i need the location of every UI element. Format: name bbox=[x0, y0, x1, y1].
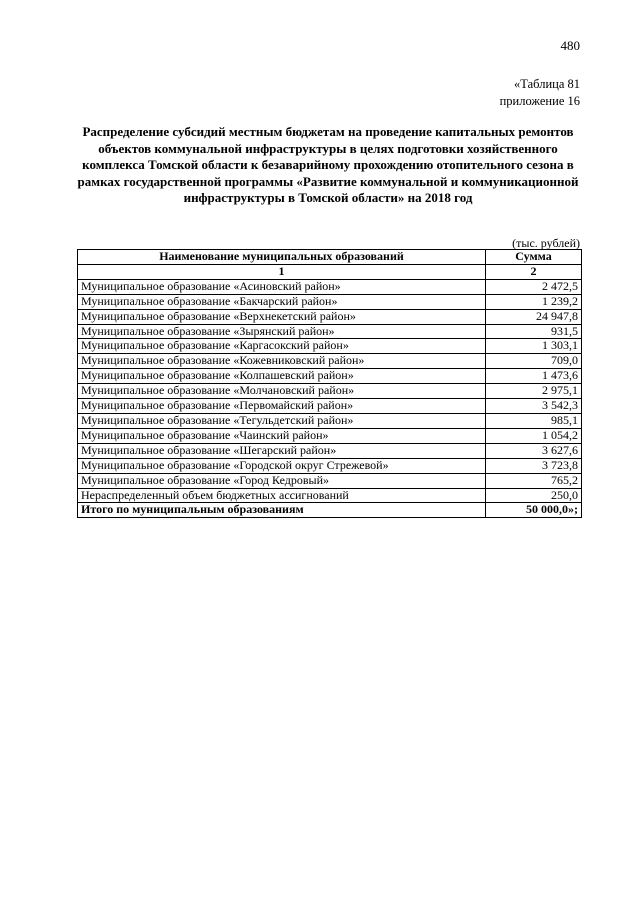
subsidy-amount: 1 054,2 bbox=[486, 428, 582, 443]
table-row bbox=[78, 443, 582, 458]
subsidy-amount: 765,2 bbox=[486, 473, 582, 488]
column-index-amount: 2 bbox=[486, 264, 582, 279]
table-row bbox=[78, 473, 582, 488]
municipality-name: Муниципальное образование «Городской округ Стрежевой» bbox=[78, 458, 486, 473]
municipality-name: Муниципальное образование «Тегульдетский район» bbox=[78, 413, 486, 428]
table-row bbox=[78, 279, 582, 294]
total-amount: 50 000,0»; bbox=[486, 503, 582, 518]
units-note: (тыс. рублей) bbox=[512, 236, 580, 250]
page-number: 480 bbox=[560, 38, 580, 53]
table-row bbox=[78, 458, 582, 473]
municipality-name: Муниципальное образование «Кожевниковский район» bbox=[78, 354, 486, 369]
subsidy-amount: 24 947,8 bbox=[486, 309, 582, 324]
table-reference-number: «Таблица 81 bbox=[514, 77, 580, 91]
municipality-name: Муниципальное образование «Чаинский район» bbox=[78, 428, 486, 443]
table-row bbox=[78, 399, 582, 414]
municipality-name: Муниципальное образование «Город Кедровый» bbox=[78, 473, 486, 488]
table-row bbox=[78, 488, 582, 503]
subsidy-amount: 250,0 bbox=[486, 488, 582, 503]
municipality-name: Нераспределенный объем бюджетных ассигнований bbox=[78, 488, 486, 503]
total-label: Итого по муниципальным образованиям bbox=[78, 503, 486, 518]
subsidy-amount: 2 975,1 bbox=[486, 384, 582, 399]
subsidy-amount: 2 472,5 bbox=[486, 279, 582, 294]
subsidy-amount: 1 239,2 bbox=[486, 294, 582, 309]
table-row bbox=[78, 294, 582, 309]
column-index-row bbox=[78, 264, 582, 279]
municipality-name: Муниципальное образование «Зырянский район» bbox=[78, 324, 486, 339]
column-header-name: Наименование муниципальных образований bbox=[78, 250, 486, 265]
municipality-name: Муниципальное образование «Верхнекетский район» bbox=[78, 309, 486, 324]
table-row bbox=[78, 369, 582, 384]
table-row bbox=[78, 324, 582, 339]
table-reference-appendix: приложение 16 bbox=[499, 94, 580, 108]
subsidy-amount: 3 542,3 bbox=[486, 399, 582, 414]
municipality-name: Муниципальное образование «Молчановский район» bbox=[78, 384, 486, 399]
column-index-name: 1 bbox=[78, 264, 486, 279]
subsidies-table bbox=[77, 249, 582, 518]
document-title: Распределение субсидий местным бюджетам на проведение капитальных ремонтов объектов коммунальной инфраструктуры в целях подготовки хозяйственного комплекса Томской области к безаварийному прохождению отопительного сезона в рамках государственной программы «Развитие коммунальной и коммуникационной инфраструктуры в Томской области» на 2018 год bbox=[77, 124, 579, 206]
table-row bbox=[78, 309, 582, 324]
table-row bbox=[78, 354, 582, 369]
table-row bbox=[78, 339, 582, 354]
subsidy-amount: 3 723,8 bbox=[486, 458, 582, 473]
subsidy-amount: 709,0 bbox=[486, 354, 582, 369]
subsidy-amount: 3 627,6 bbox=[486, 443, 582, 458]
total-row bbox=[78, 503, 582, 518]
table-reference bbox=[500, 76, 580, 110]
municipality-name: Муниципальное образование «Колпашевский район» bbox=[78, 369, 486, 384]
subsidy-amount: 1 473,6 bbox=[486, 369, 582, 384]
table-row bbox=[78, 413, 582, 428]
municipality-name: Муниципальное образование «Бакчарский район» bbox=[78, 294, 486, 309]
column-header-amount: Сумма bbox=[486, 250, 582, 265]
table-row bbox=[78, 428, 582, 443]
subsidy-amount: 985,1 bbox=[486, 413, 582, 428]
table-row bbox=[78, 384, 582, 399]
subsidy-amount: 931,5 bbox=[486, 324, 582, 339]
subsidy-amount: 1 303,1 bbox=[486, 339, 582, 354]
municipality-name: Муниципальное образование «Каргасокский район» bbox=[78, 339, 486, 354]
municipality-name: Муниципальное образование «Первомайский район» bbox=[78, 399, 486, 414]
municipality-name: Муниципальное образование «Шегарский район» bbox=[78, 443, 486, 458]
table-header-row bbox=[78, 250, 582, 265]
municipality-name: Муниципальное образование «Асиновский район» bbox=[78, 279, 486, 294]
